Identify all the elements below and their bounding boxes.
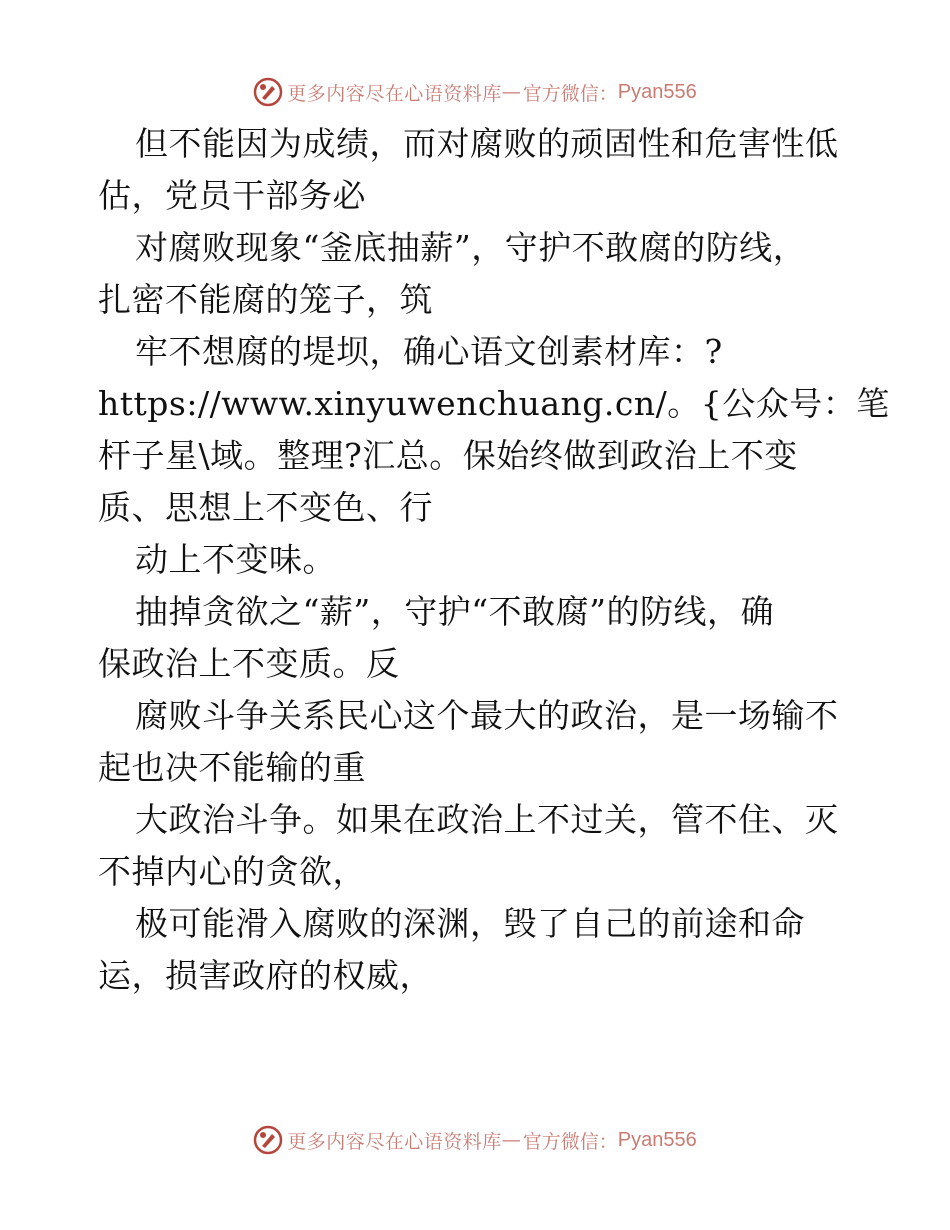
pen-seal-icon (253, 77, 283, 107)
banner-text: 更多内容尽在心语资料库 (287, 1130, 502, 1153)
text-line: 起也决不能输的重 (98, 748, 366, 787)
banner-text: 更多内容尽在心语资料库 (287, 82, 502, 105)
header-banner (0, 72, 950, 112)
text-line: 估，党员干部务必 (98, 176, 366, 215)
text-line: 扎密不能腐的笼子，筑 (98, 280, 433, 319)
text-line: 抽掉贪欲之“薪”，守护“不敢腐”的防线，确 (135, 592, 774, 631)
text-line: 极可能滑入腐败的深渊，毁了自己的前途和命 (135, 904, 805, 943)
text-line: 大政治斗争。如果在政治上不过关，管不住、灭 (135, 800, 839, 839)
pen-seal-icon (253, 1125, 283, 1155)
text-line: 保政治上不变质。反 (98, 644, 400, 683)
text-line: 不掉内心的贪欲， (98, 852, 366, 891)
document-body (98, 118, 890, 1002)
text-line: 运，损害政府的权威， (98, 956, 433, 995)
text-line: 但不能因为成绩，而对腐败的顽固性和危害性低 (135, 124, 839, 163)
text-line: https://www.xinyuwenchuang.cn/。{公众号：笔 (98, 384, 890, 423)
banner-wechat-id: Pyan556 (617, 1128, 697, 1151)
text-line: 腐败斗争关系民心这个最大的政治，是一场输不 (135, 696, 839, 735)
text-line: 质、思想上不变色、行 (98, 488, 433, 527)
text-line: 动上不变味。 (135, 540, 336, 579)
banner-wechat-label: 官方微信： (522, 82, 618, 105)
text-line: 牢不想腐的堤坝，确心语文创素材库：? (135, 332, 723, 371)
banner-wechat-label: 官方微信： (522, 1130, 618, 1153)
banner-separator: — (501, 1129, 521, 1151)
text-line: 对腐败现象“釜底抽薪”，守护不敢腐的防线， (135, 228, 807, 267)
banner-wechat-id: Pyan556 (617, 80, 697, 103)
banner-separator: — (501, 81, 521, 103)
text-line: 杆子星\域。整理?汇总。保始终做到政治上不变 (98, 436, 798, 475)
footer-banner (0, 1120, 950, 1160)
